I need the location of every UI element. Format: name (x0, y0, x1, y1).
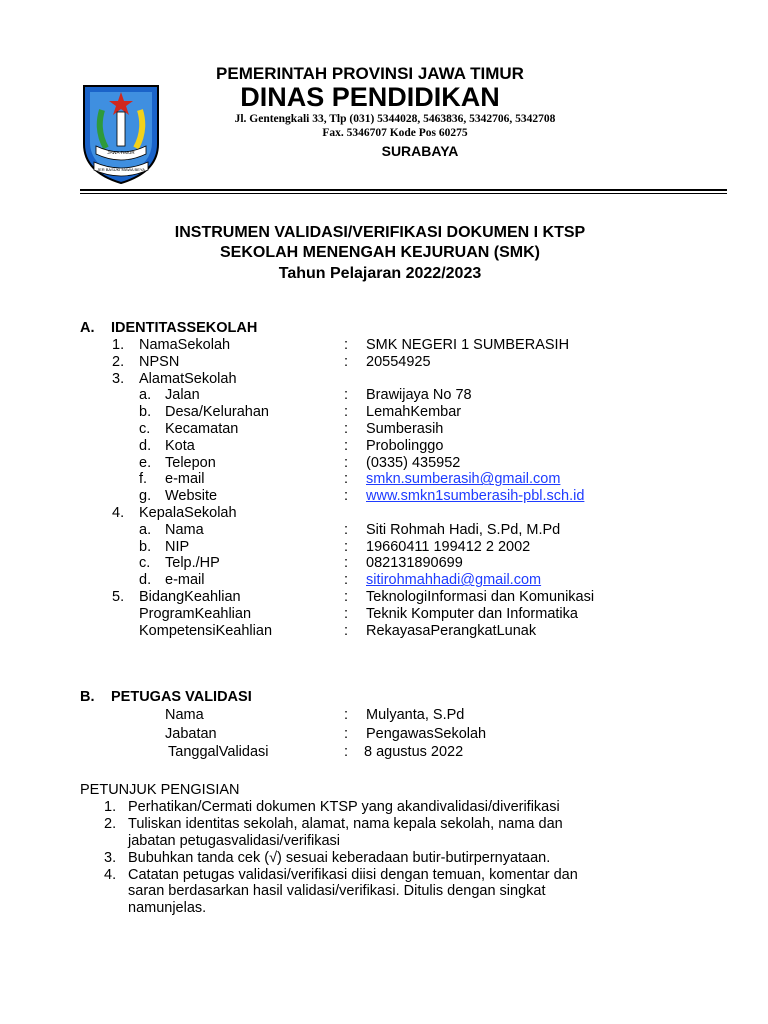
row-number: a. (139, 387, 152, 404)
title-line3: Tahun Pelajaran 2022/2023 (278, 265, 482, 282)
instruction-number: 4. (104, 866, 117, 883)
validator-value: 8 agustus 2022 (364, 744, 464, 760)
row-value: Siti Rohmah Hadi, S.Pd, M.Pd (366, 521, 561, 538)
row-colon: : (344, 353, 349, 370)
row-colon: : (344, 538, 349, 555)
row-value: TeknologiInformasi dan Komunikasi (366, 589, 595, 605)
row-number: d. (139, 572, 152, 589)
section-b-letter: B. (80, 689, 95, 705)
instruction-number: 1. (104, 799, 117, 815)
logo-text-1: JAWA TIMUR (107, 150, 135, 155)
section-a-letter: A. (80, 320, 95, 336)
row-label: NamaSekolah (139, 337, 231, 353)
row-value: 20554925 (366, 353, 431, 370)
row-colon: : (344, 589, 349, 605)
letterhead-fax: Fax. 5346707 Kode Pos 60275 (322, 127, 468, 139)
instruction-number: 2. (104, 816, 117, 832)
row-value: (0335) 435952 (366, 454, 461, 471)
logo-text-2: JER BASUKI MAWA BEYA (97, 167, 145, 172)
row-number: 4. (112, 505, 125, 521)
row-link: sitirohmahhadi@gmail.com (366, 572, 542, 589)
validator-label: TanggalValidasi (168, 744, 269, 760)
row-number: 2. (112, 353, 125, 370)
row-number: 3. (112, 370, 125, 387)
row-label: Kecamatan (165, 421, 239, 437)
header-rule-thin (80, 193, 727, 194)
section-a-heading: IDENTITASSEKOLAH (111, 320, 258, 336)
row-colon: : (344, 437, 349, 454)
row-number: e. (139, 454, 152, 471)
row-colon: : (344, 572, 349, 589)
row-label: Telp./HP (165, 555, 220, 572)
instruction-text: saran berdasarkan hasil validasi/verifikasi. Ditulis dengan singkat (128, 883, 546, 899)
title-line1: INSTRUMEN VALIDASI/VERIFIKASI DOKUMEN I KTSP (174, 224, 586, 241)
row-label: Telepon (165, 454, 216, 471)
row-label: KompetensiKeahlian (139, 622, 273, 639)
instruction-text: Bubuhkan tanda cek (√) sesuai keberadaan butir-butirpernyataan. (128, 849, 551, 866)
row-colon: : (344, 521, 349, 538)
row-value: Probolinggo (366, 437, 444, 454)
row-value: Sumberasih (366, 421, 444, 437)
row-colon: : (344, 707, 349, 723)
row-label: Nama (165, 521, 204, 538)
row-label: e-mail (165, 471, 205, 488)
row-label: KepalaSekolah (139, 505, 237, 521)
instruction-text: namunjelas. (128, 899, 207, 916)
row-number: g. (139, 488, 152, 505)
row-label: BidangKeahlian (139, 589, 241, 605)
header-rule-thick (80, 189, 727, 191)
row-value: Brawijaya No 78 (366, 387, 472, 404)
row-value: SMK NEGERI 1 SUMBERASIH (366, 337, 570, 353)
instruction-text: Perhatikan/Cermati dokumen KTSP yang akandivalidasi/diverifikasi (128, 799, 560, 815)
row-label: Desa/Kelurahan (165, 404, 269, 421)
letterhead-address: Jl. Gentengkali 33, Tlp (031) 5344028, 5463836, 5342706, 5342708 (234, 113, 556, 125)
row-number: b. (139, 538, 152, 555)
row-colon: : (344, 337, 349, 353)
row-colon: : (344, 421, 349, 437)
row-colon: : (344, 555, 349, 572)
row-value: LemahKembar (366, 404, 462, 421)
row-colon: : (344, 471, 349, 488)
row-colon: : (344, 488, 349, 505)
row-number: c. (139, 421, 151, 437)
row-number: b. (139, 404, 152, 421)
row-number: f. (139, 471, 148, 488)
row-label: Jalan (165, 387, 200, 404)
row-label: e-mail (165, 572, 205, 589)
letterhead-line1: PEMERINTAH PROVINSI JAWA TIMUR (216, 64, 524, 83)
row-label: NPSN (139, 353, 180, 370)
instruction-text: jabatan petugasvalidasi/verifikasi (128, 832, 340, 849)
row-label: NIP (165, 538, 190, 555)
row-number: 1. (112, 337, 125, 353)
title-line2: SEKOLAH MENENGAH KEJURUAN (SMK) (219, 244, 540, 261)
instruction-number: 3. (104, 849, 117, 866)
row-label: AlamatSekolah (139, 370, 237, 387)
row-value: 19660411 199412 2 2002 (366, 538, 531, 555)
instructions-heading: PETUNJUK PENGISIAN (80, 782, 240, 798)
validator-label: Jabatan (165, 726, 217, 742)
row-number: c. (139, 555, 151, 572)
row-colon: : (344, 622, 349, 639)
row-number: d. (139, 437, 152, 454)
section-b-heading: PETUGAS VALIDASI (111, 689, 252, 705)
row-number: 5. (112, 589, 125, 605)
row-value: RekayasaPerangkatLunak (366, 622, 537, 639)
validator-value: PengawasSekolah (366, 726, 487, 742)
row-value: 082131890699 (366, 555, 463, 572)
row-value: Teknik Komputer dan Informatika (366, 605, 578, 622)
row-colon: : (344, 744, 349, 760)
instruction-text: Catatan petugas validasi/verifikasi diisi dengan temuan, komentar dan (128, 866, 578, 883)
row-link: www.smkn1sumberasih-pbl.sch.id (366, 488, 585, 505)
province-logo (78, 82, 164, 186)
row-number: a. (139, 521, 152, 538)
row-colon: : (344, 726, 349, 742)
instruction-text: Tuliskan identitas sekolah, alamat, nama kepala sekolah, nama dan (128, 816, 563, 832)
row-label: ProgramKeahlian (139, 605, 252, 622)
validator-label: Nama (165, 707, 204, 723)
row-colon: : (344, 404, 349, 421)
row-colon: : (344, 387, 349, 404)
letterhead-line2: DINAS PENDIDIKAN (240, 82, 500, 112)
row-link: smkn.sumberasih@gmail.com (366, 471, 561, 488)
row-colon: : (344, 454, 349, 471)
row-label: Website (165, 488, 218, 505)
row-colon: : (344, 605, 349, 622)
letterhead-city: SURABAYA (381, 143, 459, 159)
row-label: Kota (165, 437, 195, 454)
validator-value: Mulyanta, S.Pd (366, 707, 465, 723)
